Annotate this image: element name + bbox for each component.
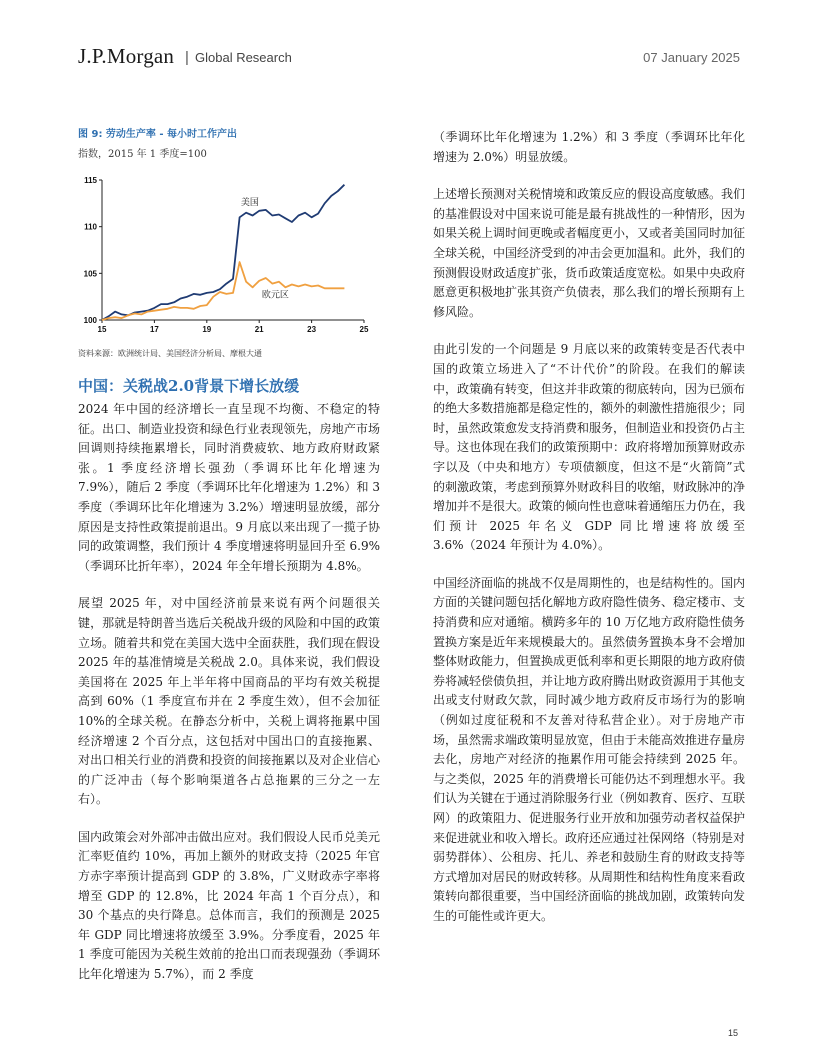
series-annotation: 欧元区: [261, 290, 289, 301]
left-paragraph-2: 展望 2025 年，对中国经济前景来说有两个问题很关键，那就是特朗普当选后关税战升级的风险和中国的政策立场。随着共和党在美国大选中全面获胜，我们现在假设 2025 年的基准情境是关税战 2.0。具体来说，我们假设美国将在 2025 年上半年将中国商品的平均有效关税提高到 60%（1 季度宣布并在 2 季度生效），但不会加征 10%的全球关税。在静态分析中，关税上调将拖累中国经济增速 2 个百分点，这包括对中国出口的直接拖累、对出口相关行业的消费和投资的间接拖累以及对企业信心的广泛冲击（每个影响渠道各占总拖累的三分之一左右）。: [78, 596, 380, 807]
left-paragraph-1: 2024 年中国的经济增长一直呈现不均衡、不稳定的特征。出口、制造业投资和绿色行业表现领先，房地产市场回调则持续拖累增长，同时消费疲软、地方政府财政紧张。1 季度经济增长强劲（季调环比年化增速为 7.9%），随后 2 季度（季调环比年化增速为 1.2%）和 3 季度（季调环比年化增速为 3.2%）增速明显放缓，部分原因是支持性政策提前退出。9 月底以来出现了一揽子协同的政策调整，我们预计 4 季度增速将明显回升至 6.9%（季调环比折年率），2024 年全年增长预期为 4.8%。: [78, 402, 380, 573]
x-tick-label: 25: [359, 325, 369, 334]
left-column: [78, 128, 380, 985]
right-paragraph-1: 上述增长预测对关税情境和政策反应的假设高度敏感。我们的基准假设对中国来说可能是最有挑战性的一种情形，因为如果关税上调时间更晚或者幅度更小，又或者美国同时加征全球关税，中国经济受到的冲击会更加温和。此外，我们的预测假设财政适度扩张，货币政策适度宽松。如果中央政府愿意更积极地扩张其资产负债表，那么我们的增长预期有上修风险。: [433, 187, 746, 319]
productivity-chart: [78, 172, 380, 342]
header-separator: |: [185, 49, 189, 66]
brand-logo: J.P.Morgan: [78, 44, 175, 68]
y-tick-label: 105: [83, 269, 97, 279]
x-tick-label: 21: [254, 325, 264, 334]
series-line: [102, 185, 344, 320]
chart-canvas: [78, 172, 380, 342]
right-paragraph-3: 中国经济面临的挑战不仅是周期性的，也是结构性的。国内方面的关键问题包括化解地方政府隐性债务、稳定楼市、支持消费和应对通缩。横跨多年的 10 万亿地方政府隐性债务置换方案是近年来规模最大的。虽然债务置换本身不会增加整体财政能力，但置换成更低利率和更长期限的地方政府债券将减轻偿债负担，并让地方政府腾出财政资源用于其他支出或支付财政欠款，同时减少地方政府反市场行为的影响（例如过度征税和不友善对待私营企业）。对于房地产市场，虽然需求端政策明显放宽，但由于未能高效推进存量房去化，房地产对经济的拖累作用可能会持续到 2025 年。与之类似，2025 年的消费增长可能仍达不到理想水平。我们认为关键在于通过消除服务行业（例如教育、医疗、互联网）的政策阻力、促进服务行业开放和加强劳动者权益保护来促进就业和收入增长。政府还应通过社保网络（特别是对弱势群体）、公租房、托儿、养老和鼓励生育的财政支持等方式增加对居民的财政转移。从周期性和结构性角度来看政策转向都很重要，当中国经济面临的挑战加剧，政策转向发生的可能性或许更大。: [433, 575, 746, 923]
x-tick-label: 19: [202, 325, 212, 334]
right-column: [433, 128, 745, 927]
left-paragraph-3: 国内政策会对外部冲击做出应对。我们假设人民币兑美元汇率贬值约 10%，再加上额外的财政支持（2025 年官方赤字率预计提高到 GDP 的 3.8%，广义财政赤字率将增至 GDP 的 12.8%，比 2024 年高 1 个百分点），和 30 个基点的央行降息。总体而言，我们的预测是 2025 年 GDP 同比增速将放缓至 3.9%。分季度看，2025 年 1 季度可能因为关税生效前的抢出口而表现强劲（季调环比年化增速为 5.7%），而 2 季度: [78, 829, 380, 982]
figure-source: 资料来源：欧洲统计局、美国经济分析局、摩根大通: [78, 349, 262, 358]
report-date: 07 January 2025: [643, 50, 740, 65]
right-paragraph-0: （季调环比年化增速为 1.2%）和 3 季度（季调环比年化增速为 2.0%）明显放缓。: [433, 130, 745, 164]
y-tick-label: 115: [84, 176, 97, 185]
series-annotation: 美国: [240, 198, 259, 209]
page-number: 15: [727, 1028, 738, 1038]
figure-title: 图 9: 劳动生产率 - 每小时工作产出: [78, 129, 238, 140]
right-paragraph-2: 由此引发的一个问题是 9 月底以来的政策转变是否代表中国的政策立场进入了“不计代价”的阶段。在我们的解读中，政策确有转变，但这并非政策的彻底转向，因为已颁布的绝大多数措施都是稳定性的，额外的刺激性措施很少；同时，虽然政策愈发支持消费和服务，但制造业和投资仍占主导。这也体现在我们的政策预期中：政府将增加预算财政赤字以及（中央和地方）专项债额度，但这不是“火箭筒”式的刺激政策，考虑到预算外财政科目的收缩，财政脉冲的净增加并不是很大。政策的倾向性也意味着通缩压力仍在，我们预计 2025 年名义 GDP 同比增速将放缓至 3.6%（2024 年预计为 4.0%）。: [433, 342, 746, 553]
x-tick-label: 17: [149, 325, 159, 334]
y-tick-label: 110: [84, 222, 97, 232]
x-tick-label: 23: [307, 325, 317, 334]
section-name: Global Research: [195, 50, 292, 65]
section-heading: 中国：关税战2.0背景下增长放缓: [78, 377, 300, 395]
y-tick-label: 100: [83, 316, 97, 325]
page-header: [78, 44, 740, 74]
x-tick-label: 15: [97, 325, 107, 334]
figure-subtitle: 指数，2015 年 1 季度=100: [78, 149, 207, 160]
